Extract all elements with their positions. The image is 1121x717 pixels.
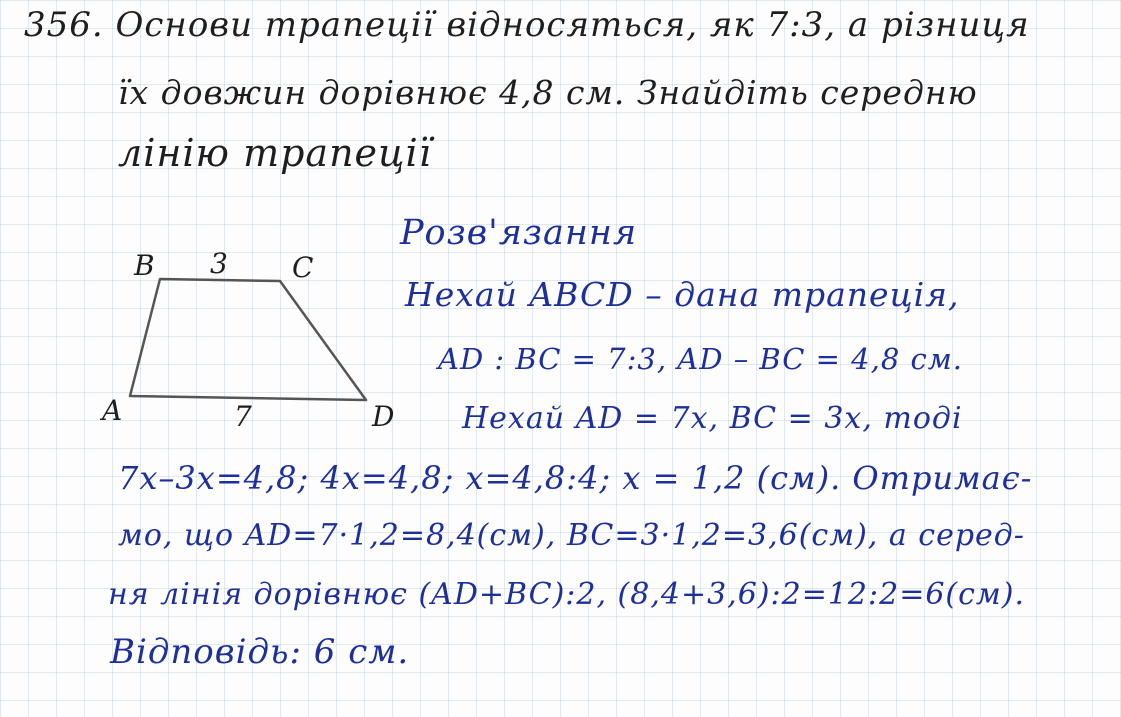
answer-line: Відповідь: 6 см. — [110, 632, 410, 672]
task-line-3: лінію трапеції — [118, 131, 432, 175]
bottom-base-length-label: 7 — [234, 400, 252, 433]
vertex-b-label: B — [134, 249, 155, 282]
task-line-1: 356. Основи трапеції відносяться, як 7:3, а різниця — [24, 5, 1030, 45]
task-line-2: їх довжин дорівнює 4,8 см. Знайдіть середню — [118, 73, 978, 112]
solution-line-5: мо, що AD=7·1,2=8,4(см), BC=3·1,2=3,6(см), а серед- — [118, 518, 1025, 553]
solution-line-6: ня лінія дорівнює (AD+BC):2, (8,4+3,6):2=12:2=6(см). — [108, 577, 1026, 612]
vertex-a-label: A — [102, 394, 123, 427]
vertex-d-label: D — [372, 400, 395, 433]
solution-line-3: Нехай AD = 7x, BC = 3x, тоді — [462, 401, 963, 436]
solution-title: Розв'язання — [400, 213, 638, 253]
vertex-c-label: C — [292, 251, 314, 284]
solution-line-2: AD : BC = 7:3, AD – BC = 4,8 см. — [438, 342, 964, 376]
top-base-length-label: 3 — [210, 247, 228, 280]
solution-line-1: Нехай ABCD – дана трапеція, — [405, 275, 960, 314]
solution-line-4: 7x–3x=4,8; 4x=4,8; x=4,8:4; x = 1,2 (см). Отримає- — [118, 459, 1033, 497]
trapezoid-shape — [130, 279, 366, 400]
